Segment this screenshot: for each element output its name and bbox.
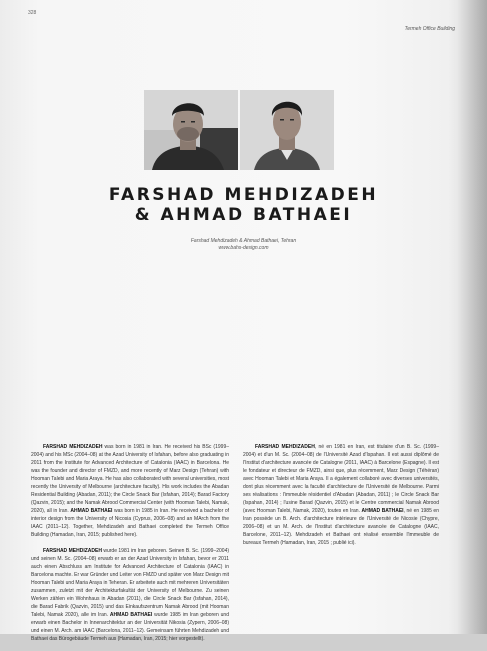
bio-name: AHMAD BATHAEI <box>109 612 153 618</box>
biography-english <box>31 443 229 539</box>
biography-german <box>31 547 229 643</box>
website-url: www.bahs-design.com <box>218 245 269 251</box>
bio-text: , né en 1981 en Iran, est titulaire d'un B. Sc. (1999–2004) et d'un M. Sc. (2004–08) de l'Université Azad d'Ispahan. Il est aussi diplômé de l'Institut d'architecture avancée de Catalogne (2011, IAAC) à Barcelone (Espagne). Il est le fondateur et directeur de FMZD, ainsi que, plus récemment, Marz Design (Téhéran) avec Hooman Talebi et Maria Araya. Il a également collaboré avec diverses universités, dont plus récemment avec la faculté d'architecture de l'Université de Melbourne. Parmi ses réalisations : l'immeuble résidentiel d'Abadan (Abadan, 2011) ; le Circle Snack Bar (Ispahan, 2014) ; l'usine Barad (Qazvin, 2015) et le Centre commercial Namak Abrood (avec Hooman Talebi, Namak, 2020), toutes en Iran. <box>243 444 439 514</box>
architect-name-title-line-2: & AHMAD BATHAEI <box>134 205 353 225</box>
bio-text: wurde 1981 im Iran geboren. Seinen B. Sc. (1999–2004) und seinen M. Sc. (2004–08) erwarb er an der Azad University in Isfahan, bevor er 2011 auch einen Abschluss am Institute for Advanced Architecture of Catalonia (IAAC) in Barcelona machte. Er war Gründer und Leiter von FMZD und später von Marz Design mit Hooman Talebi und Maria Araya in Teheran. Er arbeitete auch mit mehreren Universitäten zusammen, zuletzt mit der Architekturfakultät der University of Melbourne. Zu seinen Werken zählen ein Wohnhaus in Abadan (2011), die Circle Snack Bar (Isfahan, 2014), die Barad Fabrik (Qazvin, 2015) und das Einkaufszentrum Namak Abrood (mit Hooman Talebi, Namak 2020), alle im Iran. <box>31 548 230 618</box>
bio-name: FARSHAD MEHDIZADEH <box>43 548 102 554</box>
bio-text: , né en 1985 en Iran possède un B. Arch. d'architecture intérieure de l'Université de Nicosie (Chypre, 2006–08) et un M. Arch. de l'Institut d'architecture avancée de Catalogne (IAAC, Barcelone, 2011–12). Mehdizadeh et Bathaei ont réalisé ensemble l'immeuble de bureaux Termeh (Hamadan, Iran, 2015 ; publié ici). <box>243 508 439 546</box>
biography-column-left <box>31 443 229 651</box>
bio-name: FARSHAD MEHDIZADEH <box>255 444 315 450</box>
portrait-farshad-mehdizadeh <box>144 90 238 170</box>
biography-french <box>243 443 439 547</box>
bio-text: was born in 1985 in Iran. He received a bachelor of interior design from the University of Nicosia (Cyprus, 2006–08) and an MArch from the IAAC (2011–12). Together, Mehdizadeh and Bathaei completed the Termeh Office Building (Hamadan, Iran, 2015; published here). <box>31 508 230 538</box>
bio-text: was born in 1981 in Iran. He received his BSc (1999–2004) and his MSc (2004–08) at the Azad University of Isfahan, before also graduating in 2011 from the Institute for Advanced Architecture of Catalonia (IAAC) in Barcelona. He was the founder and director of FMZD, and more recently of Marz Design (Tehran) with Hooman Talebi and Maria Araya. He has also collaborated with several universities, most recently the University of Melbourne (architecture faculty). His work includes the Abadan Residential Building (Abadan, 2011); the Circle Snack Bar (Isfahan, 2014); Barad Factory (Qazvin, 2015); and the Namak Abrood Commercial Center (with Hooman Talebi, Namak, 2020), all in Iran. <box>31 444 230 514</box>
portrait-photo-right <box>240 90 334 170</box>
portrait-ahmad-bathaei <box>240 90 334 170</box>
architect-name-title-line-1: FARSHAD MEHDIZADEH <box>108 185 379 205</box>
bio-text: wurde 1985 im Iran geboren und erwarb einen Bachelor in Innenarchitektur an der Universität Nikosia (Zypern, 2006–08) und einen M. Arch. am IAAC (Barcelona, 2011–12). Gemeinsam führten Mehdizadeh und Bathaei das Bürogebäude Termeh aus (Hamadan, Iran, 2015; hier vorgestellt). <box>31 612 229 642</box>
page-fold-shadow <box>457 0 487 634</box>
bio-name: AHMAD BATHAEI <box>70 508 113 514</box>
biography-column-right <box>243 443 439 555</box>
portrait-photo-left <box>144 90 238 170</box>
page-number: 328 <box>28 10 37 16</box>
bio-name: FARSHAD MEHDIZADEH <box>43 444 103 450</box>
photo-credit: Farshad Mehdizadeh & Ahmad Bathaei, Tehran <box>190 238 297 244</box>
bio-name: AHMAD BATHAEI <box>361 508 404 514</box>
running-head: Termeh Office Building <box>404 26 455 32</box>
